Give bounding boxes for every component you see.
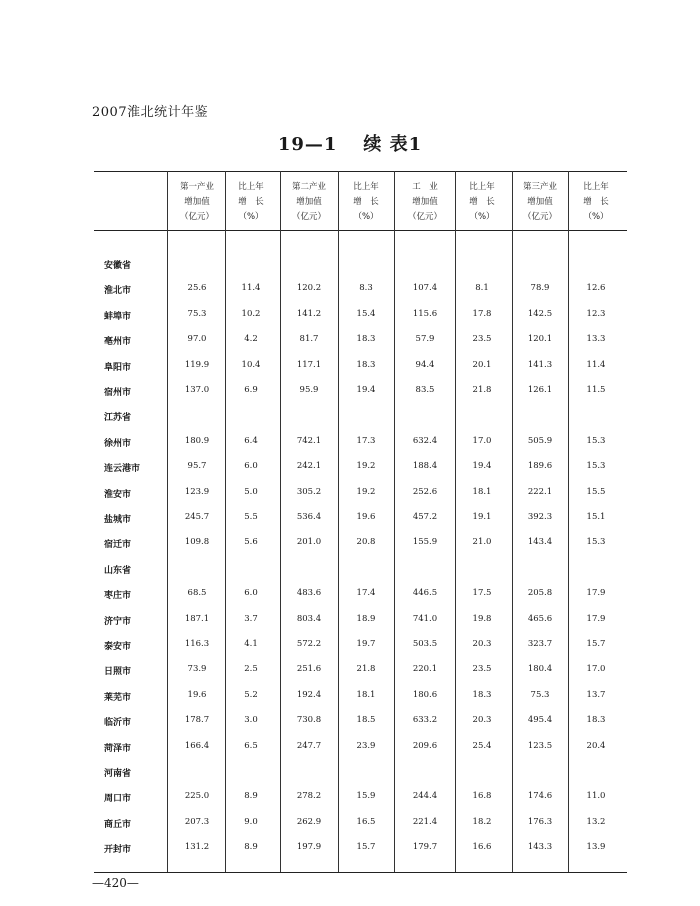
- province-row: [0, 766, 700, 782]
- table-cell: 17.8: [472, 308, 492, 319]
- table-cell: 11.5: [586, 385, 606, 395]
- city-name: 阜阳市: [104, 362, 132, 373]
- table-bottom-rule: [94, 872, 627, 873]
- table-cell: 742.1: [296, 435, 322, 446]
- table-cell: 17.4: [356, 588, 376, 599]
- table-cell: 12.6: [586, 283, 606, 294]
- table-cell: 5.0: [244, 486, 258, 497]
- column-header: [338, 180, 394, 225]
- table-cell: 20.3: [472, 639, 492, 649]
- table-cell: 19.2: [356, 461, 376, 472]
- table-cell: 19.6: [356, 512, 376, 522]
- table-cell: 632.4: [412, 435, 438, 446]
- table-cell: 251.6: [296, 664, 322, 675]
- table-cell: 23.5: [472, 664, 492, 675]
- table-row: [0, 791, 700, 807]
- city-name: 淮北市: [104, 286, 132, 297]
- table-cell: 23.5: [472, 334, 492, 345]
- city-name: 日照市: [104, 667, 132, 678]
- table-cell: 225.0: [184, 791, 210, 802]
- table-cell: 6.4: [244, 435, 258, 446]
- table-cell: 180.9: [184, 435, 210, 446]
- table-cell: 192.4: [296, 689, 322, 700]
- table-cell: 137.0: [184, 385, 210, 395]
- city-name: 宿州市: [104, 388, 132, 398]
- table-cell: 16.6: [472, 842, 492, 853]
- table-cell: 189.6: [527, 461, 553, 472]
- column-header-line: 增 长: [353, 197, 379, 207]
- table-cell: 119.9: [184, 359, 210, 370]
- city-name: 徐州市: [104, 438, 132, 449]
- table-cell: 57.9: [415, 334, 435, 345]
- column-header-line: 第三产业: [522, 182, 557, 192]
- column-header-line: 第二产业: [291, 182, 326, 192]
- table-cell: 25.4: [472, 740, 492, 751]
- table-cell: 143.4: [527, 537, 553, 548]
- table-cell: 209.6: [412, 740, 438, 751]
- city-name: 连云港市: [104, 464, 141, 475]
- city-name: 枣庄市: [104, 591, 132, 602]
- column-header-line: 增加值: [412, 197, 438, 207]
- table-cell: 19.7: [356, 639, 376, 649]
- column-header-line: 比上年: [583, 182, 609, 192]
- table-cell: 15.9: [356, 791, 376, 802]
- table-cell: 11.0: [586, 791, 606, 802]
- table-cell: 483.6: [296, 588, 322, 599]
- province-row: [0, 410, 700, 426]
- column-header: [169, 180, 225, 225]
- column-header: [568, 180, 624, 225]
- province-name: 山东省: [104, 565, 132, 576]
- table-cell: 9.0: [244, 816, 258, 827]
- table-title: [0, 130, 700, 156]
- table-cell: 142.5: [527, 308, 553, 319]
- table-cell: 18.9: [356, 613, 376, 624]
- table-cell: 18.2: [472, 816, 492, 827]
- column-header-line: 工 业: [412, 182, 438, 192]
- table-cell: 465.6: [527, 613, 553, 624]
- table-row: [0, 817, 700, 833]
- table-cell: 120.1: [527, 334, 553, 345]
- column-header-line: （%）: [353, 212, 379, 222]
- table-row: [0, 588, 700, 604]
- table-row: [0, 385, 700, 401]
- province-row: [0, 563, 700, 579]
- table-cell: 20.8: [356, 537, 376, 548]
- table-cell: 19.4: [356, 385, 376, 395]
- table-top-rule: [94, 171, 627, 172]
- table-cell: 8.9: [244, 842, 258, 853]
- table-cell: 6.0: [244, 461, 258, 472]
- table-cell: 5.2: [244, 689, 258, 700]
- table-row: [0, 741, 700, 757]
- table-cell: 18.3: [356, 334, 376, 345]
- column-header-line: （亿元）: [522, 212, 557, 222]
- table-row: [0, 283, 700, 299]
- table-row: [0, 334, 700, 350]
- table-cell: 25.6: [187, 283, 207, 294]
- province-name: 安徽省: [104, 261, 132, 271]
- column-header-line: 增加值: [184, 197, 210, 207]
- table-cell: 207.3: [184, 816, 210, 827]
- column-header-line: 比上年: [469, 182, 495, 192]
- column-header-line: 增 长: [469, 197, 495, 207]
- table-cell: 8.3: [359, 283, 373, 294]
- city-name: 商丘市: [104, 819, 132, 830]
- city-name: 淮安市: [104, 489, 132, 500]
- table-cell: 115.6: [412, 308, 438, 319]
- table-cell: 117.1: [296, 359, 322, 370]
- table-cell: 17.0: [586, 664, 606, 675]
- table-cell: 15.3: [586, 537, 606, 548]
- table-cell: 2.5: [244, 664, 258, 675]
- column-header-line: 增加值: [296, 197, 322, 207]
- table-cell: 18.5: [356, 715, 376, 726]
- table-cell: 6.0: [244, 588, 258, 599]
- table-cell: 3.0: [244, 715, 258, 726]
- column-header: [223, 180, 279, 225]
- table-cell: 73.9: [187, 664, 207, 675]
- table-cell: 107.4: [412, 283, 438, 294]
- table-cell: 123.9: [184, 486, 210, 497]
- column-header: [512, 180, 568, 225]
- table-cell: 278.2: [296, 791, 322, 802]
- table-cell: 457.2: [412, 512, 438, 522]
- table-cell: 17.9: [586, 588, 606, 599]
- table-cell: 21.8: [472, 385, 492, 395]
- table-row: [0, 309, 700, 325]
- table-cell: 13.2: [586, 816, 606, 827]
- table-cell: 21.8: [356, 664, 376, 675]
- table-row: [0, 664, 700, 680]
- table-cell: 123.5: [527, 740, 553, 751]
- table-cell: 19.6: [187, 689, 207, 700]
- province-name: 河南省: [104, 769, 132, 779]
- table-header-rule: [94, 230, 627, 231]
- table-cell: 166.4: [184, 740, 210, 751]
- table-cell: 18.1: [356, 689, 376, 700]
- table-row: [0, 461, 700, 477]
- table-cell: 4.2: [244, 334, 258, 345]
- table-cell: 120.2: [296, 283, 322, 294]
- table-cell: 13.3: [586, 334, 606, 345]
- page-number: —420—: [92, 876, 139, 890]
- table-row: [0, 842, 700, 858]
- table-cell: 17.5: [472, 588, 492, 599]
- table-row: [0, 614, 700, 630]
- table-row: [0, 436, 700, 452]
- table-cell: 95.9: [299, 385, 319, 395]
- column-header-line: 增 长: [238, 197, 264, 207]
- table-cell: 5.5: [244, 512, 258, 522]
- table-cell: 803.4: [296, 613, 322, 624]
- table-cell: 131.2: [184, 842, 210, 853]
- table-cell: 741.0: [412, 613, 438, 624]
- column-header-line: （%）: [583, 212, 609, 222]
- province-row: [0, 258, 700, 274]
- table-row: [0, 715, 700, 731]
- city-name: 盐城市: [104, 515, 132, 525]
- table-row: [0, 360, 700, 376]
- table-cell: 95.7: [187, 461, 207, 472]
- table-continuation-label: 续 表1: [363, 134, 423, 155]
- table-cell: 730.8: [296, 715, 322, 726]
- table-cell: 15.7: [356, 842, 376, 853]
- table-cell: 197.9: [296, 842, 322, 853]
- table-cell: 81.7: [299, 334, 319, 345]
- city-name: 莱芜市: [104, 692, 132, 703]
- table-cell: 141.3: [527, 359, 553, 370]
- table-cell: 8.9: [244, 791, 258, 802]
- table-cell: 143.3: [527, 842, 553, 853]
- table-cell: 4.1: [244, 639, 258, 649]
- table-cell: 17.0: [472, 435, 492, 446]
- table-cell: 15.3: [586, 461, 606, 472]
- table-cell: 446.5: [412, 588, 438, 599]
- table-cell: 633.2: [412, 715, 438, 726]
- table-cell: 19.8: [472, 613, 492, 624]
- city-name: 蚌埠市: [104, 311, 132, 322]
- table-cell: 536.4: [296, 512, 322, 522]
- table-cell: 109.8: [184, 537, 210, 548]
- table-cell: 18.3: [356, 359, 376, 370]
- table-cell: 18.3: [472, 689, 492, 700]
- table-cell: 178.7: [184, 715, 210, 726]
- table-row: [0, 537, 700, 553]
- table-cell: 8.1: [475, 283, 489, 294]
- table-cell: 10.2: [241, 308, 261, 319]
- table-cell: 323.7: [527, 639, 553, 649]
- table-cell: 187.1: [184, 613, 210, 624]
- column-header-line: （亿元）: [407, 212, 442, 222]
- column-header-line: （亿元）: [291, 212, 326, 222]
- table-cell: 179.7: [412, 842, 438, 853]
- table-cell: 20.4: [586, 740, 606, 751]
- province-name: 江苏省: [104, 413, 132, 424]
- table-cell: 242.1: [296, 461, 322, 472]
- table-cell: 13.7: [586, 689, 606, 700]
- table-cell: 126.1: [527, 385, 553, 395]
- table-cell: 19.4: [472, 461, 492, 472]
- table-cell: 17.3: [356, 435, 376, 446]
- table-cell: 15.1: [586, 512, 606, 522]
- table-cell: 155.9: [412, 537, 438, 548]
- city-name: 济宁市: [104, 616, 132, 627]
- table-cell: 16.5: [356, 816, 376, 827]
- city-name: 周口市: [104, 794, 132, 805]
- table-cell: 21.0: [472, 537, 492, 548]
- city-name: 开封市: [104, 845, 132, 856]
- table-cell: 247.7: [296, 740, 322, 751]
- table-cell: 252.6: [412, 486, 438, 497]
- table-cell: 19.1: [472, 512, 492, 522]
- table-cell: 5.6: [244, 537, 258, 548]
- table-cell: 11.4: [241, 283, 261, 294]
- table-cell: 505.9: [527, 435, 553, 446]
- column-header-line: （亿元）: [179, 212, 214, 222]
- table-cell: 15.5: [586, 486, 606, 497]
- table-cell: 222.1: [527, 486, 553, 497]
- column-header-line: 第一产业: [179, 182, 214, 192]
- table-cell: 97.0: [187, 334, 207, 345]
- table-cell: 221.4: [412, 816, 438, 827]
- table-cell: 23.9: [356, 740, 376, 751]
- table-cell: 83.5: [415, 385, 435, 395]
- table-cell: 180.6: [412, 689, 438, 700]
- table-cell: 19.2: [356, 486, 376, 497]
- table-cell: 201.0: [296, 537, 322, 548]
- column-header-line: 比上年: [238, 182, 264, 192]
- table-cell: 205.8: [527, 588, 553, 599]
- city-name: 临沂市: [104, 718, 132, 729]
- table-cell: 12.3: [586, 308, 606, 319]
- column-header: [397, 180, 453, 225]
- table-cell: 188.4: [412, 461, 438, 472]
- table-cell: 68.5: [187, 588, 207, 599]
- table-cell: 20.3: [472, 715, 492, 726]
- table-cell: 174.6: [527, 791, 553, 802]
- table-cell: 180.4: [527, 664, 553, 675]
- table-cell: 141.2: [296, 308, 322, 319]
- table-cell: 305.2: [296, 486, 322, 497]
- table-cell: 244.4: [412, 791, 438, 802]
- column-header-line: （%）: [469, 212, 495, 222]
- table-cell: 20.1: [472, 359, 492, 370]
- table-cell: 3.7: [244, 613, 258, 624]
- table-cell: 262.9: [296, 816, 322, 827]
- table-cell: 220.1: [412, 664, 438, 675]
- column-header-line: （%）: [238, 212, 264, 222]
- city-name: 菏泽市: [104, 743, 132, 754]
- column-header-line: 比上年: [353, 182, 379, 192]
- table-cell: 75.3: [187, 308, 207, 319]
- table-cell: 6.5: [244, 740, 258, 751]
- table-cell: 15.3: [586, 435, 606, 446]
- column-header-line: 增 长: [583, 197, 609, 207]
- city-name: 泰安市: [104, 642, 132, 652]
- table-cell: 13.9: [586, 842, 606, 853]
- table-row: [0, 690, 700, 706]
- yearbook-header: 2007淮北统计年鉴: [92, 105, 209, 120]
- table-row: [0, 487, 700, 503]
- column-header: [281, 180, 337, 225]
- table-row: [0, 512, 700, 528]
- table-cell: 78.9: [530, 283, 550, 294]
- table-cell: 10.4: [241, 359, 261, 370]
- table-cell: 18.1: [472, 486, 492, 497]
- column-header-line: 增加值: [527, 197, 553, 207]
- table-cell: 392.3: [527, 512, 553, 522]
- table-cell: 17.9: [586, 613, 606, 624]
- table-cell: 75.3: [530, 689, 550, 700]
- table-cell: 245.7: [184, 512, 210, 522]
- table-cell: 16.8: [472, 791, 492, 802]
- table-id: 19—1: [277, 134, 338, 155]
- table-cell: 11.4: [586, 359, 606, 370]
- column-header: [454, 180, 510, 225]
- table-cell: 18.3: [586, 715, 606, 726]
- table-cell: 116.3: [184, 639, 210, 649]
- city-name: 宿迁市: [104, 540, 132, 551]
- table-cell: 15.4: [356, 308, 376, 319]
- table-cell: 15.7: [586, 639, 606, 649]
- table-cell: 94.4: [415, 359, 435, 370]
- table-row: [0, 639, 700, 655]
- table-cell: 176.3: [527, 816, 553, 827]
- table-cell: 572.2: [296, 639, 322, 649]
- table-cell: 6.9: [244, 385, 258, 395]
- city-name: 亳州市: [104, 337, 132, 348]
- table-cell: 503.5: [412, 639, 438, 649]
- table-cell: 495.4: [527, 715, 553, 726]
